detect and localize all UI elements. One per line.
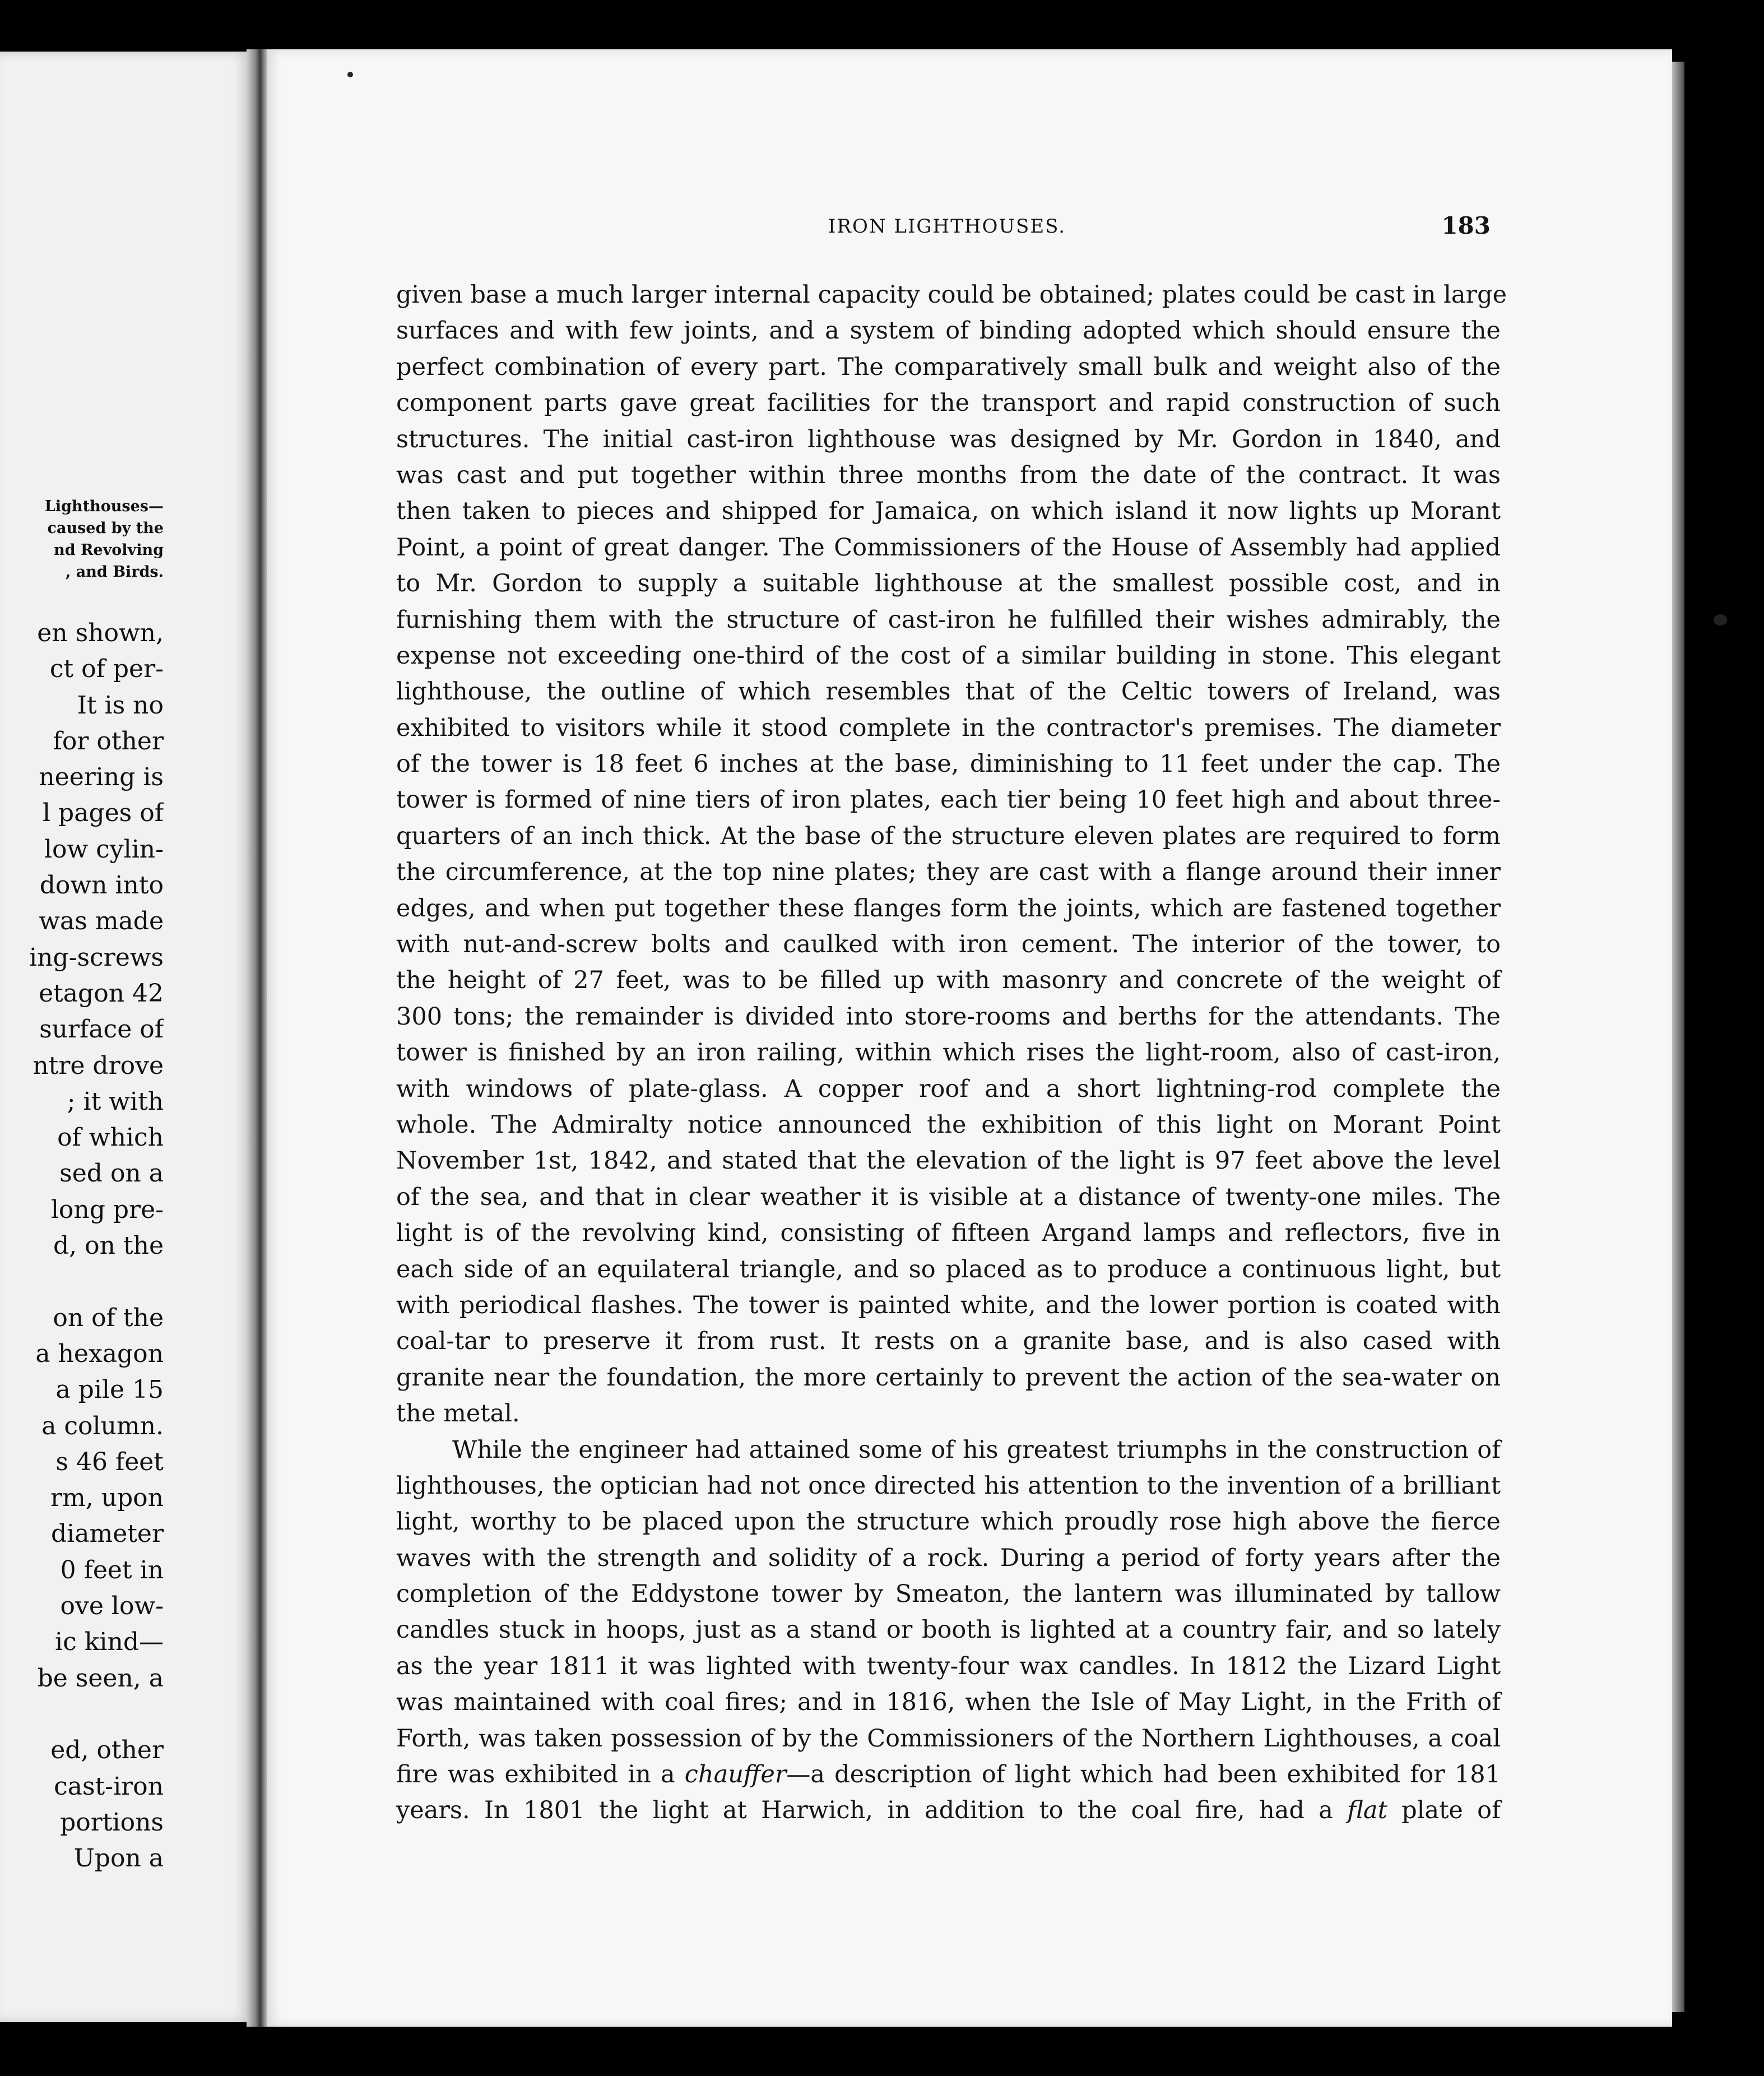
text-line: with windows of plate-glass. A copper roof and a short lightning-rod complete the xyxy=(396,1074,1501,1103)
text-line: edges, and when put together these flanges form the joints, which are fastened together xyxy=(396,894,1501,923)
left-page-text xyxy=(0,615,164,1876)
text-line: of the tower is 18 feet 6 inches at the base, diminishing to 11 feet under the cap. The xyxy=(396,750,1501,778)
text-line: the circumference, at the top nine plates; they are cast with a flange around their inner xyxy=(396,858,1501,887)
left-sidenote xyxy=(0,495,164,583)
left-text-line: neering is xyxy=(39,763,164,792)
left-text-line: be seen, a xyxy=(37,1663,164,1693)
text-line: surfaces and with few joints, and a system of binding adopted which should ensure the xyxy=(396,317,1501,345)
left-text-line: sed on a xyxy=(59,1159,164,1188)
left-text-line: for other xyxy=(53,726,164,756)
left-text-line: s 46 feet xyxy=(55,1447,164,1476)
text-line: perfect combination of every part. The comparatively small bulk and weight also of the xyxy=(396,353,1501,381)
page-edge xyxy=(1672,62,1684,2012)
text-line: with nut-and-screw bolts and caulked with iron cement. The interior of the tower, to xyxy=(396,930,1501,959)
left-text-line: en shown, xyxy=(37,619,164,647)
text-line: was maintained with coal fires; and in 1816, when the Isle of May Light, in the Frith of xyxy=(396,1688,1501,1717)
text-line: given base a much larger internal capacity could be obtained; plates could be cast in large xyxy=(396,281,1507,309)
left-text-line: down into xyxy=(39,871,164,900)
text-line: the height of 27 feet, was to be filled up with masonry and concrete of the weight of xyxy=(396,966,1501,995)
left-text-line xyxy=(0,1697,164,1732)
text-line: fire was exhibited in a chauffer—a description of light which had been exhibited for 181 xyxy=(396,1760,1501,1789)
text-line: lighthouse, the outline of which resembles that of the Celtic towers of Ireland, was xyxy=(396,678,1501,706)
left-text-line: ic kind— xyxy=(55,1628,164,1657)
text-line: whole. The Admiralty notice announced the exhibition of this light on Morant Point xyxy=(396,1110,1501,1139)
left-text-line: of which xyxy=(57,1123,164,1152)
running-head: IRON LIGHTHOUSES. xyxy=(828,215,1066,238)
left-text-line: ing-screws xyxy=(29,943,164,972)
text-line: light is of the revolving kind, consisting of fifteen Argand lamps and reflectors, five in xyxy=(396,1219,1501,1248)
text-line: lighthouses, the optician had not once directed his attention to the invention of a brilliant xyxy=(396,1471,1501,1500)
italic-word: flat xyxy=(1347,1796,1387,1825)
text-line: tower is formed of nine tiers of iron plates, each tier being 10 feet high and about three- xyxy=(396,786,1501,814)
text-line: November 1st, 1842, and stated that the elevation of the light is 97 feet above the level xyxy=(396,1147,1501,1175)
text-line: coal-tar to preserve it from rust. It rests on a granite base, and is also cased with xyxy=(396,1327,1501,1356)
text-line: granite near the foundation, the more certainly to prevent the action of the sea-water on xyxy=(396,1363,1501,1392)
left-text-line: a hexagon xyxy=(35,1339,164,1368)
left-text-line: d, on the xyxy=(53,1231,164,1261)
left-text-line: ove low- xyxy=(60,1592,164,1621)
text-line: While the engineer had attained some of his greatest triumphs in the construction of xyxy=(452,1435,1501,1464)
left-text-line: surface of xyxy=(39,1015,164,1044)
text-line: component parts gave great facilities for the transport and rapid construction of such xyxy=(396,389,1501,418)
left-text-line: Upon a xyxy=(73,1844,164,1873)
left-text-line: diameter xyxy=(51,1519,164,1549)
left-text-line xyxy=(0,1264,164,1300)
left-text-line: etagon 42 xyxy=(39,979,164,1008)
text-line: Point, a point of great danger. The Commissioners of the House of Assembly had applied xyxy=(396,533,1501,562)
sidenote-line: nd Revolving xyxy=(54,541,164,559)
text-line: with periodical flashes. The tower is painted white, and the lower portion is coated with xyxy=(396,1291,1501,1319)
left-text-line: low cylin- xyxy=(44,835,164,864)
text-line: quarters of an inch thick. At the base of the structure eleven plates are required to form xyxy=(396,822,1501,850)
left-text-line: ; it with xyxy=(67,1087,164,1116)
left-text-line: portions xyxy=(60,1808,164,1837)
previous-page xyxy=(0,52,251,2022)
text-line: exhibited to visitors while it stood complete in the contractor's premises. The diameter xyxy=(396,713,1501,742)
text-line: the metal. xyxy=(396,1400,520,1428)
text-line: expense not exceeding one-third of the cost of a similar building in stone. This elegant xyxy=(396,641,1501,670)
left-text-line: l pages of xyxy=(42,799,164,828)
text-line: of the sea, and that in clear weather it is visible at a distance of twenty-one miles. The xyxy=(396,1183,1501,1211)
italic-word: chauffer xyxy=(684,1760,787,1789)
left-text-line: ed, other xyxy=(50,1736,164,1765)
sidenote-line: caused by the xyxy=(47,520,164,537)
left-text-line: 0 feet in xyxy=(60,1555,164,1584)
body-lines xyxy=(396,277,1507,1757)
page-number: 183 xyxy=(1441,212,1491,239)
scan-speck xyxy=(347,72,353,77)
text-line: furnishing them with the structure of cast-iron he fulfilled their wishes admirably, the xyxy=(396,605,1501,634)
left-text-line: long pre- xyxy=(50,1195,164,1224)
body-text xyxy=(396,277,1507,1829)
text-line: structures. The initial cast-iron lighthouse was designed by Mr. Gordon in 1840, and xyxy=(396,425,1501,453)
text-line: waves with the strength and solidity of a rock. During a period of forty years after the xyxy=(396,1544,1501,1572)
text-line: completion of the Eddystone tower by Smeaton, the lantern was illuminated by tallow xyxy=(396,1580,1501,1609)
left-text-line: It is no xyxy=(77,691,164,720)
left-text-line: ntre drove xyxy=(33,1051,164,1080)
left-text-line: cast-iron xyxy=(54,1772,164,1801)
left-text-line: ct of per- xyxy=(49,655,164,684)
text-line: light, worthy to be placed upon the structure which proudly rose high above the fierce xyxy=(396,1508,1501,1536)
text-line: years. In 1801 the light at Harwich, in addition to the coal fire, had a flat plate of xyxy=(396,1796,1501,1825)
text-line: was cast and put together within three months from the date of the contract. It was xyxy=(396,461,1501,489)
left-text-line: on of the xyxy=(53,1303,164,1332)
text-line: then taken to pieces and shipped for Jamaica, on which island it now lights up Morant xyxy=(396,497,1501,526)
sidenote-line: , and Birds. xyxy=(66,563,164,581)
text-line: to Mr. Gordon to supply a suitable lighthouse at the smallest possible cost, and in xyxy=(396,569,1501,598)
left-text-line: a pile 15 xyxy=(55,1375,164,1405)
text-line: tower is finished by an iron railing, within which rises the light-room, also of cast-iron, xyxy=(396,1039,1501,1067)
text-line: Forth, was taken possession of by the Commissioners of the Northern Lighthouses, a coal xyxy=(396,1724,1501,1753)
text-line: candles stuck in hoops, just as a stand or booth is lighted at a country fair, and so lately xyxy=(396,1616,1501,1644)
text-line: 300 tons; the remainder is divided into store-rooms and berths for the attendants. The xyxy=(396,1002,1501,1031)
left-text-line: was made xyxy=(39,907,164,936)
left-text-line: a column. xyxy=(41,1411,164,1440)
text-line: each side of an equilateral triangle, and so placed as to produce a continuous light, but xyxy=(396,1255,1501,1283)
left-text-line: rm, upon xyxy=(50,1484,164,1513)
sidenote-line: Lighthouses— xyxy=(44,498,164,515)
scan-speck xyxy=(1714,614,1727,625)
text-line: as the year 1811 it was lighted with twenty-four wax candles. In 1812 the Lizard Light xyxy=(396,1652,1501,1680)
